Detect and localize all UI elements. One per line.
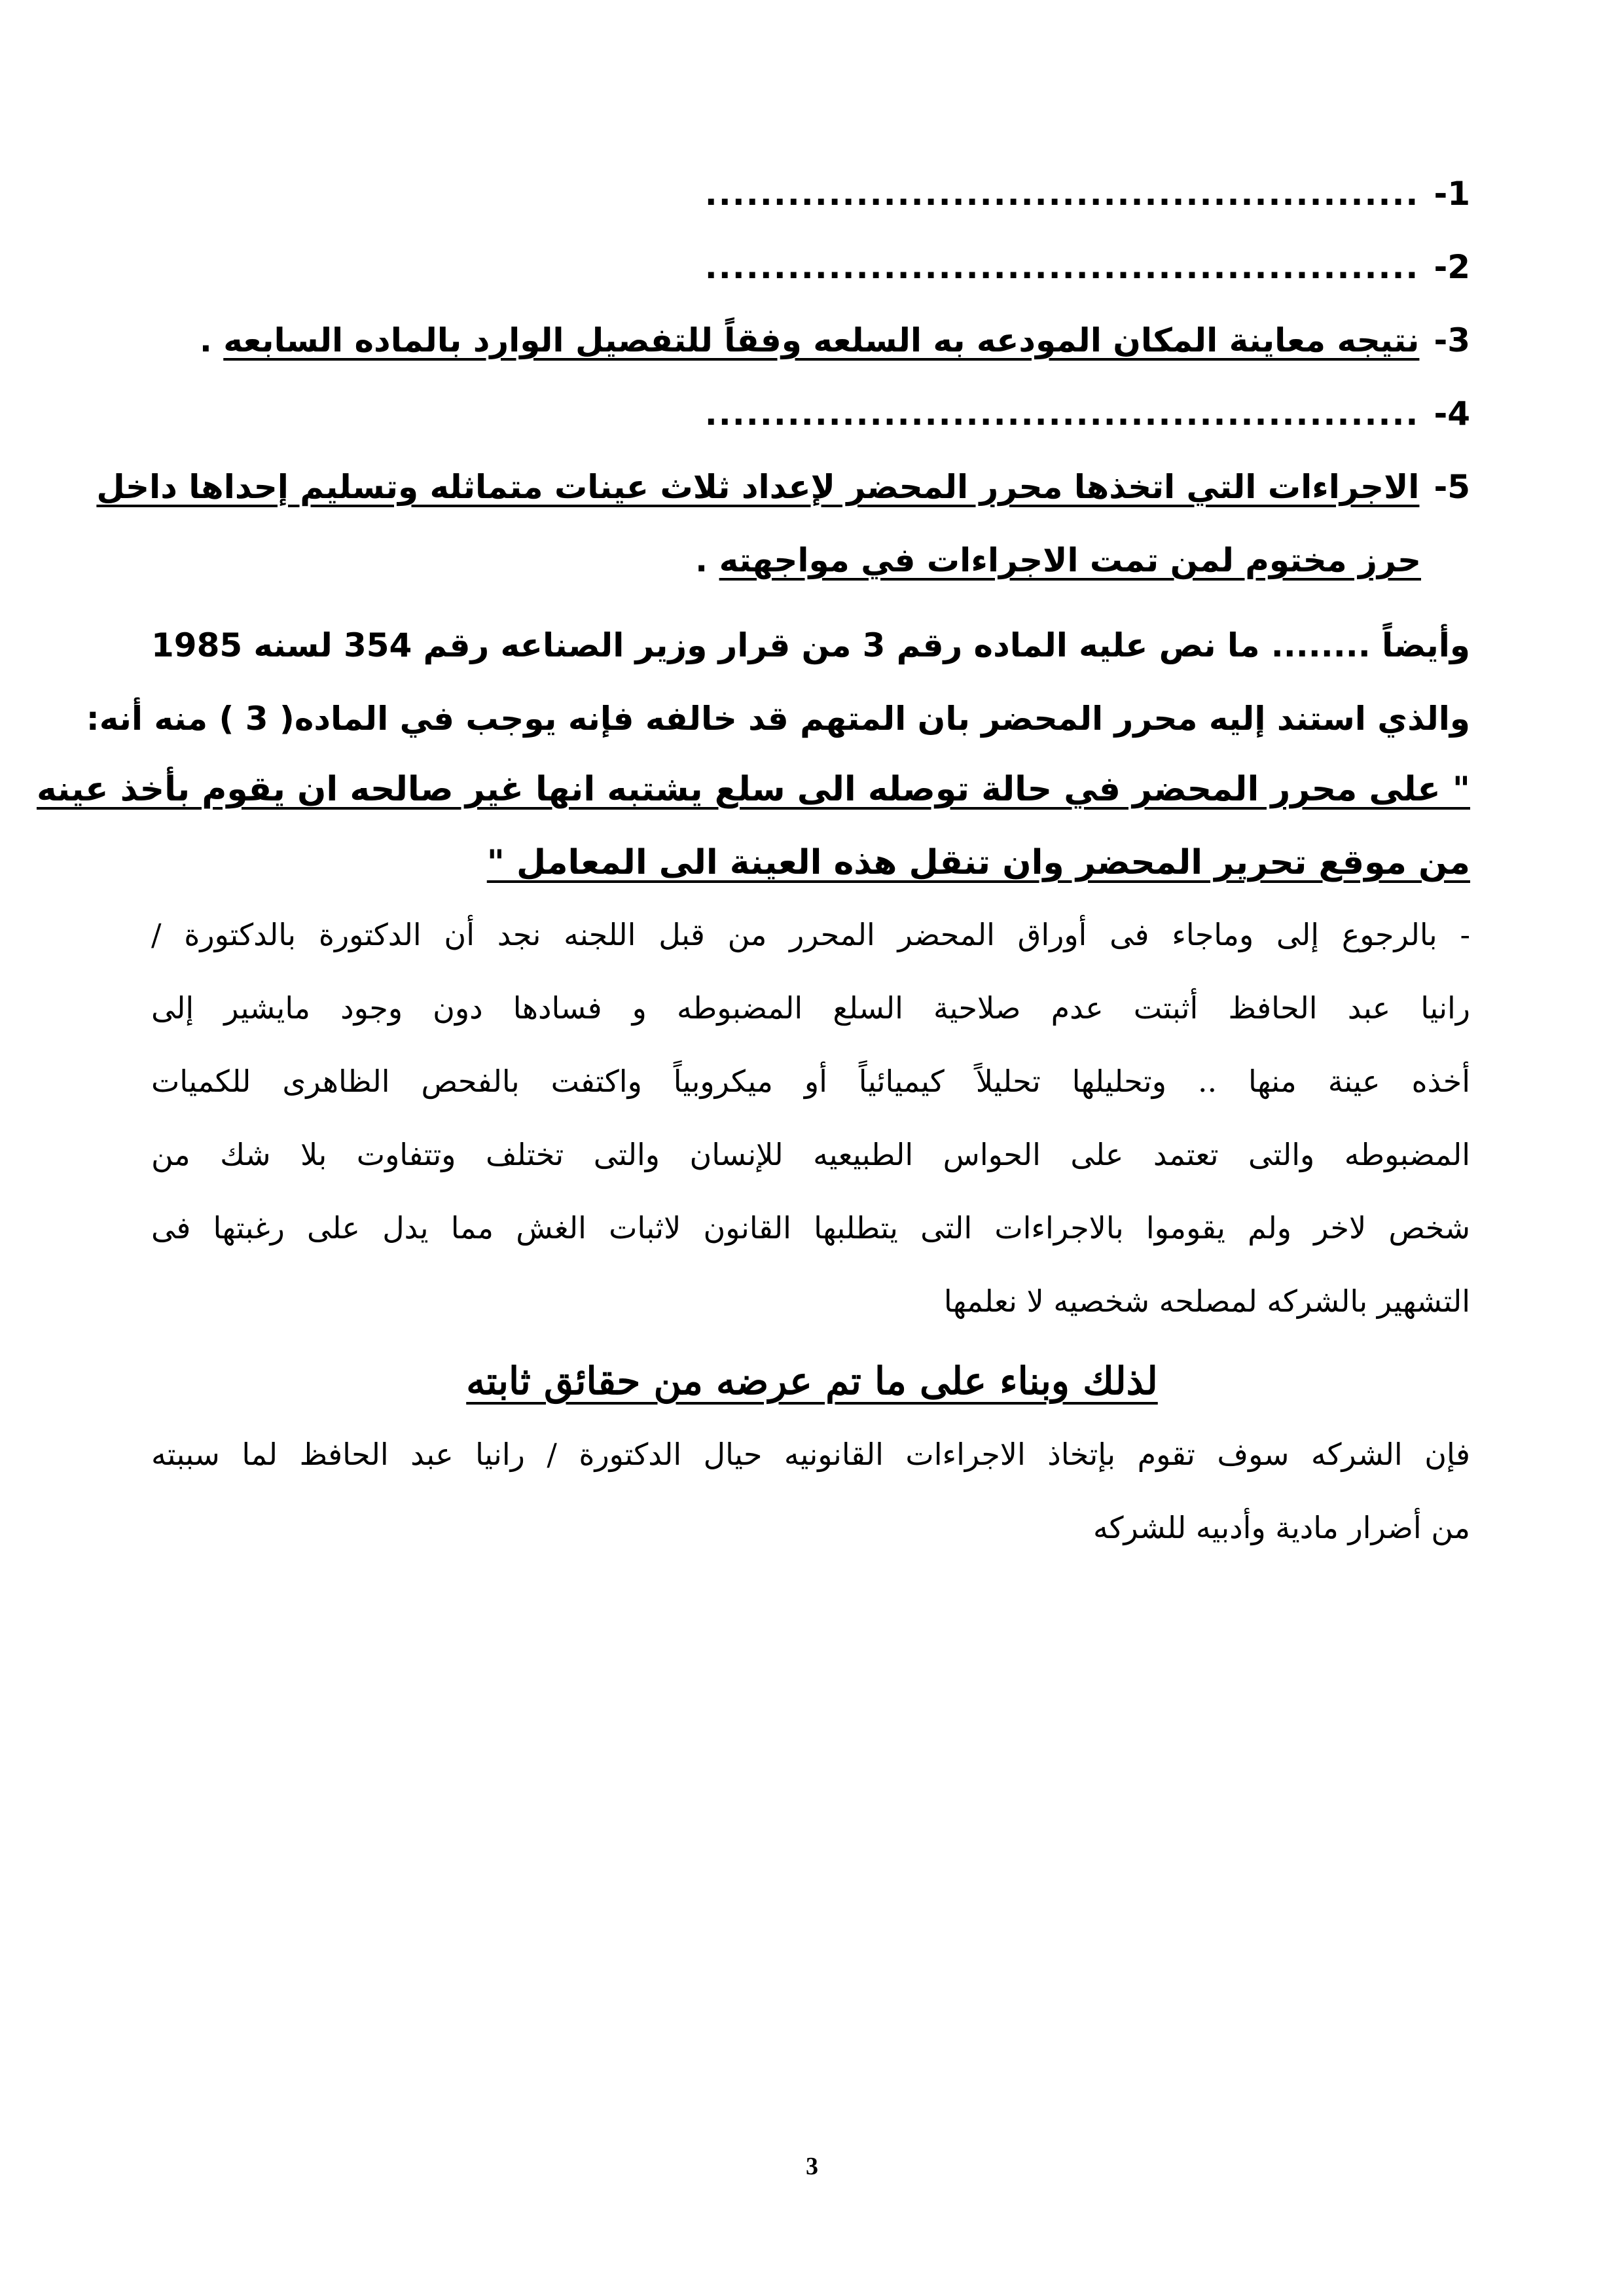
conclusion-paragraph	[151, 1418, 1470, 1564]
list-number: 3-	[1434, 321, 1470, 359]
list-item-text: الاجراءات التي اتخذها محرر المحضر لإعداد ثلاث عينات متماثله وتسليم إحداها داخل	[96, 468, 1420, 506]
list-item-text: نتيجه معاينة المكان المودعه به السلعه وفقاً للتفصيل الوارد بالماده السابعه	[223, 321, 1420, 359]
list-placeholder-dots: ....................................................	[704, 395, 1420, 433]
also-line-2: والذي استند إليه محرر المحضر بان المتهم قد خالفه فإنه يوجب في الماده( 3 ) منه أنه:	[86, 700, 1470, 738]
also-line-1-word: رقم	[896, 626, 963, 664]
body-line: أخذه عينة منها .. وتحليلها تحليلاً كيميائياً أو ميكروبياً واكتفت بالفحص الظاهرى للكميات	[151, 1064, 1470, 1099]
list-item-tail: .	[695, 541, 719, 579]
section-heading-text: لذلك وبناء على ما تم عرضه من حقائق ثابته	[466, 1359, 1158, 1403]
conclusion-line: من أضرار مادية وأدبيه للشركه	[1092, 1510, 1470, 1545]
list-placeholder-dots: ....................................................	[704, 248, 1420, 286]
list-item-2	[705, 230, 1470, 304]
list-number: 5-	[1434, 468, 1470, 506]
list-number: 2-	[1434, 248, 1470, 286]
also-line-1-word: 354	[343, 626, 412, 664]
section-heading	[0, 1348, 1624, 1414]
also-line-1-word: ما	[1227, 626, 1260, 664]
body-line: رانيا عبد الحافظ أثبتت عدم صلاحية السلع المضبوطه و فسادها دون وجود مايشير إلى	[151, 990, 1470, 1026]
conclusion-line: فإن الشركه سوف تقوم بإتخاذ الاجراءات القانونيه حيال الدكتورة / رانيا عبد الحافظ لما سببته	[151, 1437, 1470, 1472]
list-item-5	[96, 450, 1470, 524]
list-item-1	[705, 157, 1470, 230]
also-line-1-word: ........	[1271, 626, 1371, 664]
body-line: شخص لاخر ولم يقوموا بالاجراءات التى يتطلبها القانون لاثبات الغش مما يدل على رغبتها فى	[151, 1210, 1470, 1246]
body-line: المضبوطه والتى تعتمد على الحواس الطبيعيه للإنسان والتى تختلف وتتفاوت بلا شك من	[151, 1137, 1470, 1172]
also-line-1-word: وزير	[635, 626, 708, 664]
list-placeholder-dots: ....................................................	[704, 175, 1420, 213]
list-item-text: حرز مختوم لمن تمت الاجراءات في مواجهته	[719, 541, 1421, 579]
also-line-1-word: رقم	[423, 626, 490, 664]
also-line-1-word: الصناعه	[500, 626, 624, 664]
list-item-3	[200, 304, 1470, 377]
also-line-1-word: 3	[862, 626, 886, 664]
list-item-4	[705, 377, 1470, 450]
quote-line-2: من موقع تحرير المحضر وان تنقل هذه العينة الى المعامل "	[486, 843, 1470, 882]
also-line-1-word: 1985	[151, 626, 243, 664]
quote-line-1: " على محرر المحضر في حالة توصله الى سلع يشتبه انها غير صالحه ان يقوم بأخذ عينه	[36, 770, 1470, 809]
also-line-1-word: لسنه	[253, 626, 333, 664]
list-number: 4-	[1434, 395, 1470, 433]
body-paragraph	[151, 898, 1470, 1338]
also-line-1-word: وأيضاً	[1381, 626, 1470, 664]
also-line-1-word: عليه	[1079, 626, 1148, 664]
body-line: التشهير بالشركه لمصلحه شخصيه لا نعلمها	[943, 1283, 1470, 1319]
list-item-tail: .	[199, 321, 224, 359]
list-item-5-continuation	[695, 524, 1470, 597]
also-line-1-word: قرار	[718, 626, 791, 664]
also-paragraph	[86, 609, 1470, 755]
body-line: - بالرجوع إلى وماجاء فى أوراق المحضر المحرر من قبل اللجنه نجد أن الدكتورة بالدكتورة /	[151, 917, 1470, 952]
list-number: 1-	[1434, 175, 1470, 213]
quoted-regulation	[36, 753, 1470, 899]
also-line-1	[151, 609, 1470, 682]
also-line-1-word: نص	[1159, 626, 1216, 664]
page-number: 3	[806, 2153, 818, 2180]
also-line-1-word: من	[801, 626, 852, 664]
also-line-1-word: الماده	[973, 626, 1068, 664]
